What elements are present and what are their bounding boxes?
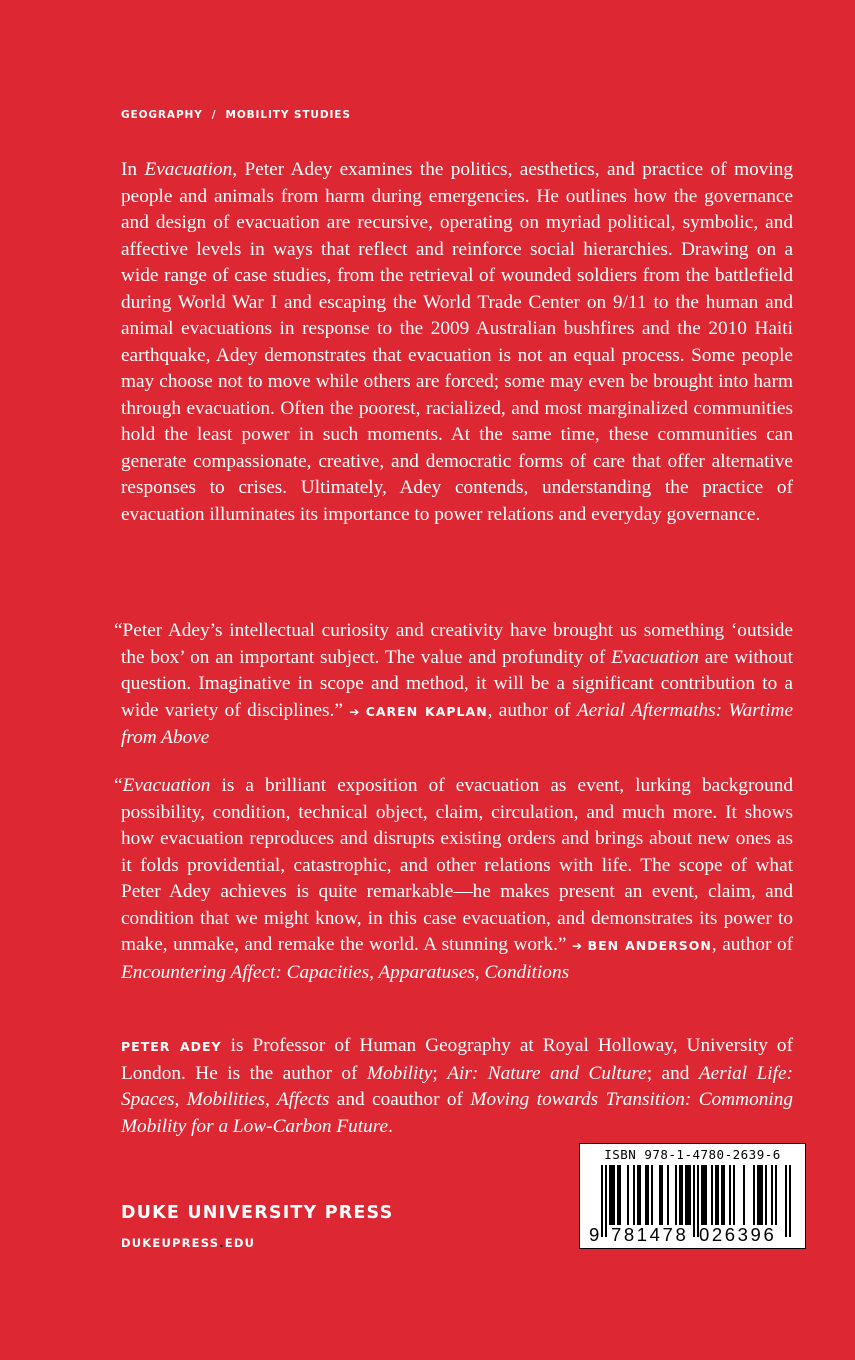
- barcode-bar: [609, 1165, 611, 1225]
- blurb-kaplan: [114, 618, 793, 752]
- barcode-bar: [693, 1165, 695, 1237]
- barcode-bar: [679, 1165, 681, 1225]
- barcode-bar: [765, 1165, 767, 1225]
- blurb-text-end: are without question. Imaginative in scope and method, it will be a significant contribution to a wide variety of disciplines.”: [121, 646, 793, 721]
- barcode-bar: [661, 1165, 663, 1225]
- bio-book-2: Air: Nature and Culture: [447, 1062, 647, 1084]
- isbn-label: ISBN 978-1-4780-2639-6: [604, 1147, 781, 1162]
- barcode-bar: [627, 1165, 629, 1225]
- author-book: Encountering Affect: Capacities, Apparatuses, Conditions: [121, 961, 570, 983]
- barcode-bar: [717, 1165, 719, 1225]
- barcode-bar: [789, 1165, 791, 1237]
- blurb-text: “Peter Adey’s intellectual curiosity and creativity have brought us something ‘outside the box’ on an important subject. The value and profundity of: [114, 620, 793, 668]
- barcode-bar: [667, 1165, 669, 1225]
- arrow-icon: ➔: [349, 704, 360, 719]
- barcode-bar: [753, 1165, 755, 1225]
- barcode-bar: [659, 1165, 661, 1225]
- bio-text: is Professor of Human Geography at Royal Holloway, University of London. He is the author of: [121, 1035, 793, 1084]
- barcode-bar: [715, 1165, 717, 1225]
- category-geography: GEOGRAPHY: [121, 109, 203, 121]
- bio-book-1: Mobility: [366, 1062, 433, 1084]
- category-separator: /: [211, 109, 217, 121]
- barcode-bar: [761, 1165, 763, 1225]
- bio-author-name: PETER ADEY: [121, 1039, 222, 1054]
- barcode-bar: [651, 1165, 653, 1225]
- digits-left: 781478: [611, 1224, 689, 1245]
- subject-category: [121, 109, 351, 121]
- barcode-bar: [733, 1165, 735, 1225]
- barcode-bar: [701, 1165, 703, 1225]
- bio-sep: and coauthor of: [329, 1089, 471, 1110]
- barcode-bar: [723, 1165, 725, 1225]
- url-tld: EDU: [224, 1236, 256, 1250]
- barcode-bar: [675, 1165, 677, 1225]
- barcode-bar: [639, 1165, 641, 1225]
- barcode-bar: [637, 1165, 639, 1225]
- publisher-website: [121, 1236, 255, 1250]
- barcode-bar: [705, 1165, 707, 1225]
- category-mobility-studies: MOBILITY STUDIES: [225, 109, 351, 121]
- desc-text: In: [121, 159, 145, 180]
- barcode-bar: [743, 1165, 745, 1225]
- barcode-bar: [757, 1165, 759, 1225]
- digit-first: 9: [589, 1224, 600, 1245]
- barcode-bar: [633, 1165, 635, 1225]
- barcode-bar: [771, 1165, 773, 1225]
- barcode-bar: [729, 1165, 731, 1225]
- barcode-bar: [645, 1165, 647, 1225]
- desc-text-main: , Peter Adey examines the politics, aesthetics, and practice of moving people and animals from harm during emergencies. He outlines how the governance and design of evacuation are recursive, operating on myriad political, symbolic, and affective levels in ways that reflect and reinforce social hierarchies. Drawing on a wide range of case studies, from the retrieval of wounded soldiers from the battlefield during World War I and escaping the World Trade Center on 9/11 to the human and animal evacuations in response to the 2009 Australian bushfires and the 2010 Haiti earthquake, Adey demonstrates that evacuation is not an equal process. Some people may choose not to move while others are forced; some may even be brought into harm through evacuation. Often the poorest, racialized, and most marginalized communities hold the least power in such moments. At the same time, these communities can generate compassionate, creative, and democratic forms of care that offer alternative responses to crises. Ultimately, Adey contends, understanding the practice of evacuation illuminates its importance to power relations and everyday governance.: [121, 159, 793, 525]
- barcode-bar: [775, 1165, 777, 1225]
- blurb-text: is a brilliant exposition of evacuation as event, lurking background possibility, condition, technical object, claim, circulation, and much more. It shows how evacuation reproduces and disrupts existing orders and brings about new ones as it folds providential, catastrophic, and other relations with life. The scope of what Peter Adey achieves is quite remarkable—he makes present an event, claim, and condition that we might know, in this case evacuation, and demonstrates its power to make, unmake, and remake the world. A stunning work.”: [121, 775, 793, 955]
- barcode-bar: [687, 1165, 689, 1225]
- bio-sep: ;: [432, 1062, 448, 1084]
- barcode-bar: [681, 1165, 683, 1225]
- open-quote: “: [114, 775, 123, 796]
- author-book: Aerial Aftermaths: Wartime from Above: [121, 699, 793, 748]
- bio-book-4: Moving towards Transition: Commoning Mobility for a Low-Carbon Future: [121, 1089, 793, 1137]
- barcode-bar: [619, 1165, 621, 1225]
- barcode-bar: [605, 1165, 607, 1237]
- barcode-bar: [703, 1165, 705, 1225]
- blurb-book-title: Evacuation: [611, 646, 699, 668]
- blurb-author: CAREN KAPLAN: [365, 703, 488, 719]
- barcode-bar: [711, 1165, 713, 1225]
- barcode-bar: [613, 1165, 615, 1225]
- bio-sep: ; and: [646, 1062, 699, 1084]
- barcode-bar: [759, 1165, 761, 1225]
- barcode-bar: [785, 1165, 787, 1237]
- author-bio: [121, 1033, 793, 1140]
- barcode-bar: [685, 1165, 687, 1225]
- desc-book-title: Evacuation: [144, 159, 233, 180]
- url-domain: DUKEUPRESS: [121, 1236, 220, 1250]
- blurb-book-title: Evacuation: [122, 775, 211, 796]
- digits-right: 026396: [699, 1224, 777, 1245]
- barcode-bar: [617, 1165, 619, 1225]
- arrow-icon: ➔: [572, 939, 583, 953]
- barcode-bar: [601, 1165, 603, 1237]
- url-dot: .: [219, 1236, 225, 1250]
- barcode-bar: [689, 1165, 691, 1225]
- book-description: [121, 157, 793, 528]
- blurb-author: BEN ANDERSON: [587, 938, 712, 953]
- blurb-anderson: [114, 773, 794, 986]
- author-of: , author of: [711, 934, 794, 955]
- author-of: , author of: [487, 699, 577, 721]
- barcode-bar: [647, 1165, 649, 1225]
- publisher-name: DUKE UNIVERSITY PRESS: [121, 1203, 394, 1223]
- barcode-bar: [721, 1165, 723, 1225]
- bio-end: .: [388, 1115, 393, 1137]
- bio-book-3: Aerial Life: Spaces, Mobilities, Affects: [121, 1062, 793, 1110]
- isbn-barcode: [579, 1143, 806, 1249]
- barcode-bar: [611, 1165, 613, 1225]
